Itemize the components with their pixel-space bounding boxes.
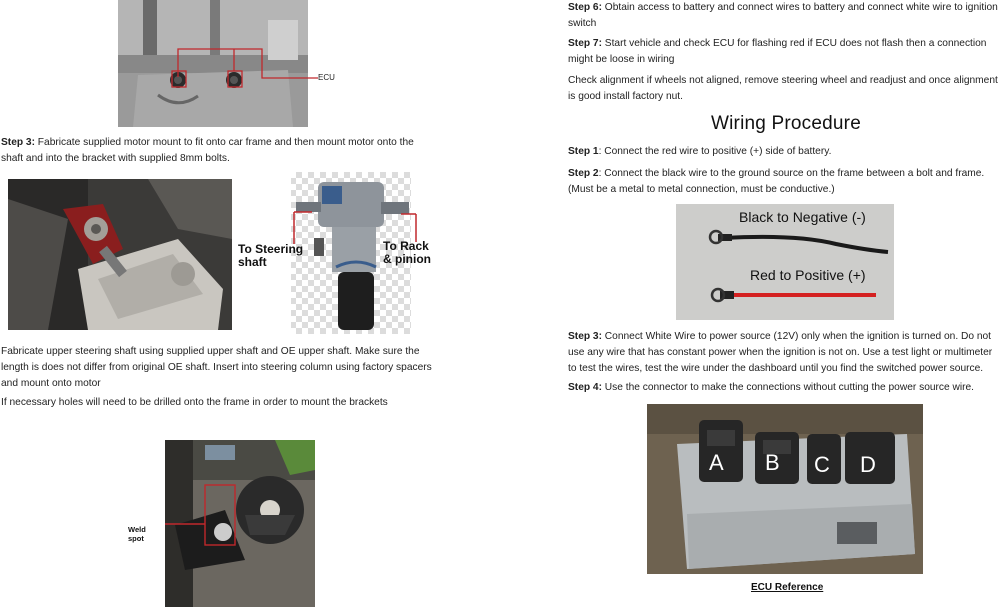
step-label: Step 3: (568, 331, 602, 342)
holes-paragraph: If necessary holes will need to be drilled onto the frame in order to mount the brackets (1, 397, 388, 408)
step-6 (568, 0, 998, 32)
step-7 (568, 36, 998, 68)
ecu-port-c: C (814, 452, 830, 477)
step-text: : Connect the black wire to the ground source on the frame between a bolt and frame. (Must be a metal to metal connection, must be conductive.) (568, 168, 985, 195)
step-text: Fabricate supplied motor mount to fit onto car frame and then mount motor onto the shaft and into the bracket with supplied 8mm bolts. (1, 137, 414, 164)
step-text: Start vehicle and check ECU for flashing red if ECU does not flash then a connection might be loose in wiring (568, 38, 987, 65)
to-rack-label (383, 240, 431, 266)
alignment-paragraph: Check alignment if wheels not aligned, remove steering wheel and readjust and once alignment is good install factory nut. (568, 75, 998, 102)
weld-line-1: Weld (128, 525, 146, 534)
step-text: : Connect the red wire to positive (+) side of battery. (598, 146, 832, 157)
step-label: Step 2 (568, 168, 599, 179)
step-text: Connect White Wire to power source (12V) only when the ignition is turned on. Do not use any wire that has constant power when the ignition is not on. Use a test light or multimeter to test the wires, test the wire under the dashboard until you find the switched power source. (568, 331, 993, 374)
step-label: Step 1 (568, 146, 599, 157)
upper-shaft-paragraph: Fabricate upper steering shaft using supplied upper shaft and OE upper shaft. Make sure the length is does not differ from original OE shaft. Insert into steering column using factory spacers and mount onto motor (1, 346, 432, 389)
step-text: Obtain access to battery and connect wires to battery and connect white wire to ignition switch (568, 2, 998, 29)
step-label: Step 4: (568, 382, 602, 393)
weld-spot-label (128, 525, 146, 543)
ecu-port-a: A (709, 450, 724, 475)
step-label: Step 3: (1, 137, 35, 148)
wiring-step-2 (568, 166, 1000, 198)
wiring-procedure-heading: Wiring Procedure (711, 113, 861, 134)
black-to-negative-label: Black to Negative (-) (739, 209, 866, 225)
to-steering-line-1: To Steering (238, 242, 304, 256)
weld-spot-photo (165, 440, 315, 607)
to-rack-line-2: & pinion (383, 252, 431, 266)
steering-column-photo (8, 179, 232, 330)
weld-line-2: spot (128, 534, 144, 543)
to-rack-line-1: To Rack (383, 239, 429, 253)
wiring-step-3 (568, 329, 1000, 377)
step-label: Step 7: (568, 38, 602, 49)
to-steering-label (238, 243, 303, 269)
ecu-callout (170, 45, 320, 95)
step-label: Step 6: (568, 2, 602, 13)
wiring-step-4 (568, 380, 1000, 396)
ecu-module-photo (647, 404, 923, 574)
step-text: Use the connector to make the connections without cutting the power source wire. (601, 382, 975, 393)
ecu-photo-label: ECU (318, 73, 335, 82)
wiring-step-1 (568, 144, 998, 160)
mount-step-3 (1, 135, 431, 167)
ecu-reference-caption: ECU Reference (751, 582, 824, 593)
to-steering-line-2: shaft (238, 255, 267, 269)
ecu-port-d: D (860, 452, 876, 477)
ecu-port-b: B (765, 450, 780, 475)
red-to-positive-label: Red to Positive (+) (750, 267, 866, 283)
